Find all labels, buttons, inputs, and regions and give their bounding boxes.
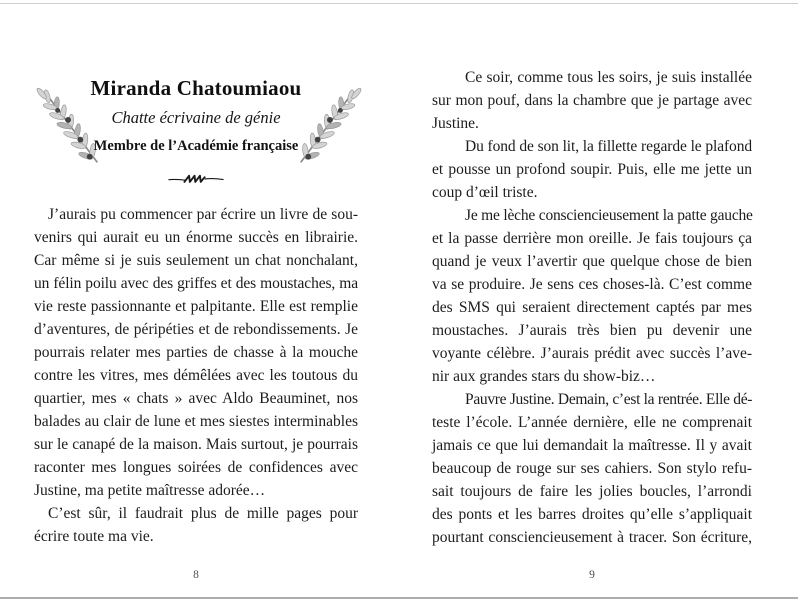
text-line: va se produire. Je sens ces choses-là. C’est comme (432, 276, 752, 293)
text-line: pourtant consciencieusement à tracer. Son écriture, (432, 529, 752, 546)
right-page-text (432, 66, 752, 549)
text-line: Justine, ma petite maîtresse adorée… (34, 482, 266, 499)
right-page-number: 9 (589, 569, 595, 581)
author-affiliation: Membre de l’Académie française (93, 138, 299, 154)
text-line: Car même si je suis seulement un chat nonchalant, (34, 252, 358, 269)
author-subtitle: Chatte écrivaine de génie (111, 108, 281, 127)
text-line: balades au clair de lune et mes siestes interminables (34, 413, 358, 430)
text-line: beaucoup de rouge sur ses cahiers. Son stylo refu- (432, 460, 752, 477)
text-line: sait toujours de faire les jolies boucles, l’arrondi (432, 483, 752, 500)
text-line: moustaches. J’aurais très bien pu devenir une (432, 322, 752, 339)
text-line: nir aux grandes stars du show-biz… (432, 368, 656, 385)
text-line: voyante célèbre. J’aurais prédit avec succès l’ave- (432, 345, 752, 362)
text-line: écrire toute ma vie. (34, 528, 154, 545)
text-line: J’aurais pu commencer par écrire un livre de sou- (48, 206, 358, 223)
text-line: sur le canapé de la maison. Mais surtout, je pourrais (34, 436, 358, 453)
text-line: d’aventures, de péripéties et de rebondissements. Je (34, 321, 358, 338)
author-name-title: Miranda Chatoumiaou (90, 76, 302, 100)
text-line: quand je veux l’avertir que quelque chose de bien (432, 253, 752, 270)
text-line: contre les vitres, mes démêlées avec les toutous du (34, 367, 358, 384)
text-line: Justine. (432, 115, 479, 132)
paragraph (432, 66, 752, 135)
left-page (34, 0, 358, 601)
paragraph (34, 203, 358, 502)
paragraph (432, 204, 752, 388)
left-page-text (34, 203, 358, 548)
text-line: jamais ce que lui demandait la maîtresse. Il y avait (432, 437, 752, 454)
paragraph (34, 502, 358, 548)
rope-knot-divider-icon (34, 172, 358, 190)
text-line: Ce soir, comme tous les soirs, je suis installée (465, 69, 752, 86)
text-line: teste l’école. L’année dernière, elle ne comprenait (432, 414, 752, 431)
text-line: vie reste passionnante et palpitante. Elle est remplie (34, 298, 358, 315)
text-line: et pousse un profond soupir. Puis, elle me jette un (432, 161, 752, 178)
right-page (432, 0, 752, 601)
text-line: quartier, mes « chats » avec Aldo Beauminet, nos (34, 390, 358, 407)
text-line: des ponts et les barres droites qu’elle s’appliquait (432, 506, 752, 523)
text-line: un félin poilu avec des griffes et des moustaches, ma (34, 275, 358, 292)
text-line: raconter mes longues soirées de confidences avec (34, 459, 358, 476)
text-line: venirs qui aurait eu un énorme succès en librairie. (34, 229, 358, 246)
left-page-number: 8 (193, 569, 199, 581)
olive-branch-right-icon (296, 84, 362, 168)
text-line: et la passe derrière mon oreille. Je fais toujours ça (432, 230, 752, 247)
text-line: Du fond de son lit, la fillette regarde le plafond (465, 138, 752, 155)
text-line: pourrais relater mes parties de chasse à la mouche (34, 344, 358, 361)
paragraph (432, 388, 752, 549)
paragraph (432, 135, 752, 204)
text-line: Pauvre Justine. Demain, c’est la rentrée. Elle dé- (465, 391, 753, 408)
text-line: C’est sûr, il faudrait plus de mille pages pour (48, 505, 358, 522)
text-line: des SMS qui seraient directement captés par mes (432, 299, 752, 316)
text-line: sur mon pouf, dans la chambre que je partage avec (432, 92, 752, 109)
text-line: coup d’œil triste. (432, 184, 538, 201)
text-line: Je me lèche consciencieusement la patte gauche (465, 207, 753, 224)
